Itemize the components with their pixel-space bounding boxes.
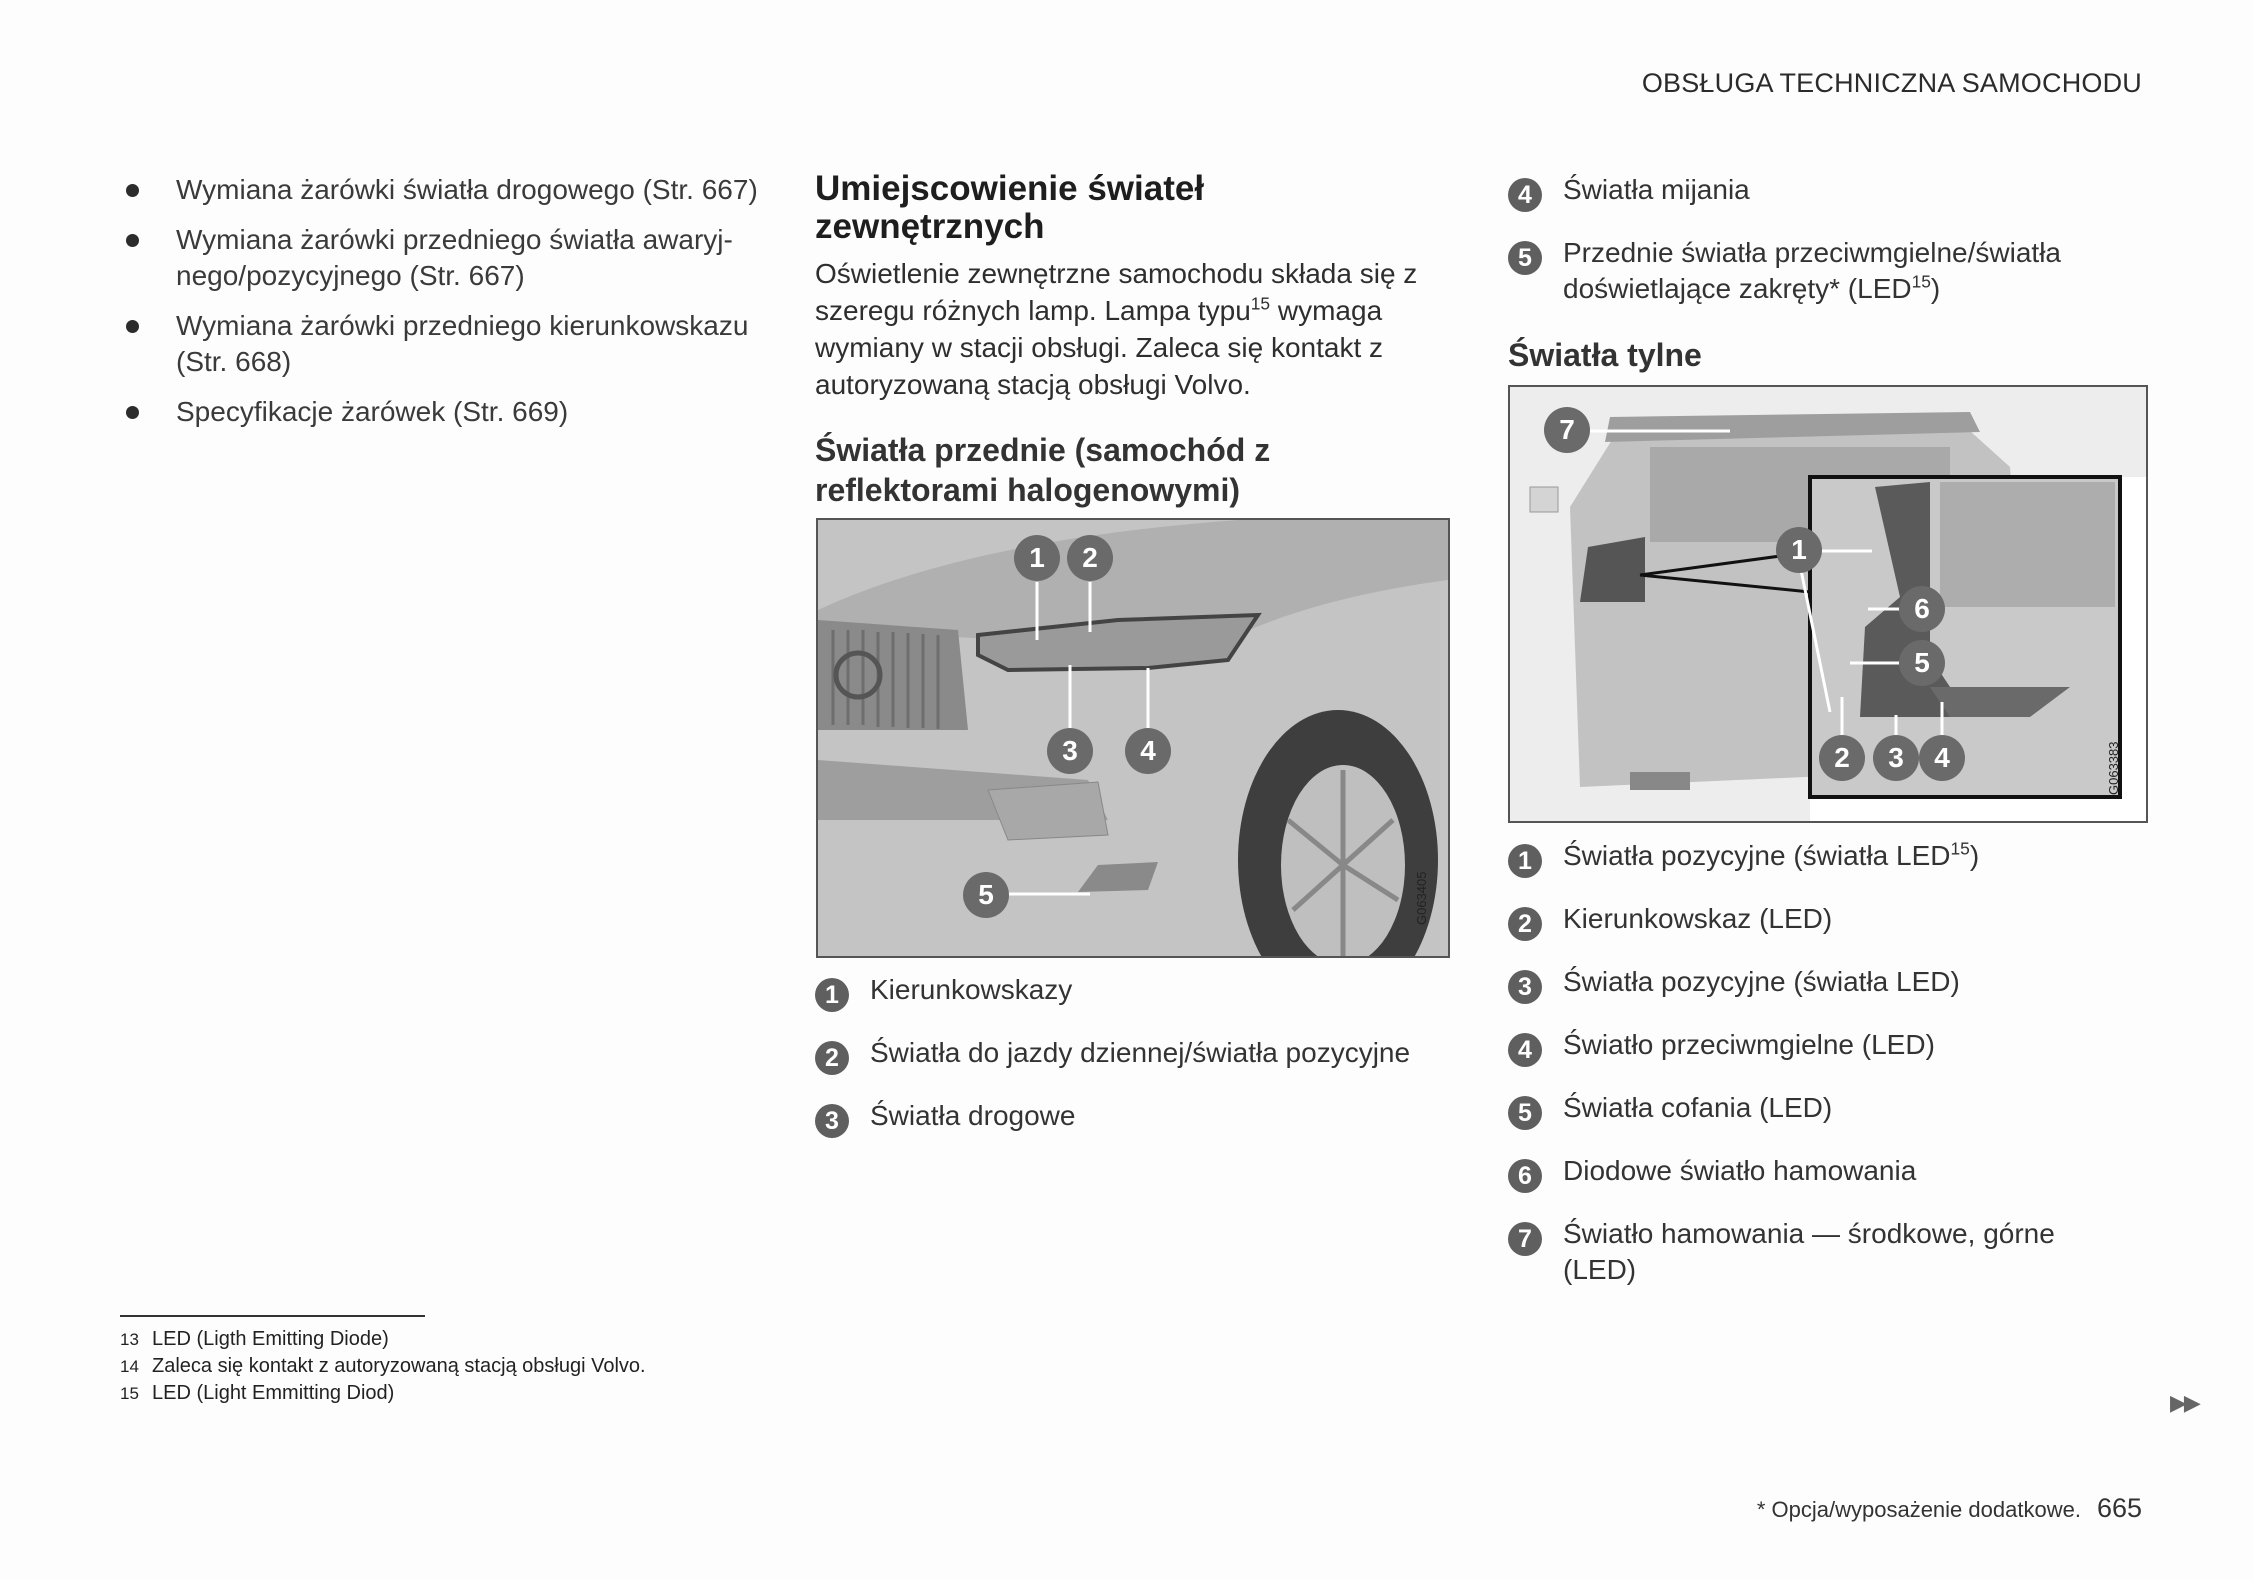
legend-item: 4 Światło przeciwmgielne (LED) [1508,1027,2148,1063]
figure-code: G063383 [2106,741,2121,795]
callout-5: 5 [963,872,1009,918]
related-link[interactable]: Wymiana żarówki przedniego kierunkowskazu (Str. 668) [118,308,758,380]
related-links-list [118,172,758,444]
footnotes [120,1326,820,1407]
front-lights-heading: Światła przednie (samochód z reflektorami halogenowymi) [815,432,1271,508]
bullet-icon [126,320,139,333]
footnote-divider [120,1315,425,1317]
intro-paragraph: Oświetlenie zewnętrzne samochodu składa się z szeregu różnych lamp. Lampa typu$^{15}$ wymaga wymiany w stacji obsługi. Zaleca się kontakt z autoryzowaną stacją obsługi Volvo. [815,258,1418,400]
number-badge-icon: 4 [1508,178,1542,212]
section-header: OBSŁUGA TECHNICZNA SAMOCHODU [1641,68,2142,98]
legend-item: 1 Kierunkowskazy [815,972,1455,1008]
legend-item: 2 Kierunkowskaz (LED) [1508,901,2148,937]
callout-4: 4 [1125,728,1171,774]
footnote-ref[interactable]: 15 [1250,293,1271,314]
callout-2: 2 [1067,535,1113,581]
number-badge-icon: 4 [1508,1033,1542,1067]
callout-3: 3 [1873,735,1919,781]
callout-7: 7 [1544,407,1590,453]
callout-5: 5 [1899,640,1945,686]
number-badge-icon: 5 [1508,1096,1542,1130]
bullet-icon [126,234,139,247]
callout-2: 2 [1819,735,1865,781]
number-badge-icon: 2 [1508,907,1542,941]
legend-item: 1 Światła pozycyjne (światła LED$^{15}$) [1508,838,2148,874]
legend-item: 3 Światła drogowe [815,1098,1455,1134]
figure-code: G063405 [1414,871,1429,925]
callout-1: 1 [1776,527,1822,573]
number-badge-icon: 6 [1508,1159,1542,1193]
callout-3: 3 [1047,728,1093,774]
rear-lights-legend [1508,838,2148,1315]
rear-lights-figure [1508,385,2148,823]
legend-item: 4 Światła mijania [1508,172,2148,208]
page-number: 665 [2096,1493,2142,1523]
front-lights-legend [815,972,1455,1161]
bullet-icon [126,406,139,419]
bullet-icon [126,184,139,197]
legend-item: 2 Światła do jazdy dziennej/światła pozycyjne [815,1035,1455,1071]
callout-1: 1 [1014,535,1060,581]
footnote: 14 Zaleca się kontakt z autoryzowaną stacją obsługi Volvo. [120,1355,646,1377]
legend-item: 7 Światło hamowania — środkowe, górne (LED) [1508,1216,2103,1288]
related-link[interactable]: Wymiana żarówki światła drogowego (Str. 667) [118,172,758,208]
footnote-ref[interactable]: 15 [1950,838,1970,859]
continue-next-page-icon[interactable]: ▶▶ [2170,1390,2198,1415]
number-badge-icon: 3 [815,1104,849,1138]
page-title: Umiejscowienie świateł zewnętrznych [815,169,1205,246]
related-link[interactable]: Specyfikacje żarówek (Str. 669) [118,394,758,430]
callout-4: 4 [1919,735,1965,781]
related-link[interactable]: Wymiana żarówki przedniego światła awaryj-nego/pozycyjnego (Str. 667) [118,222,758,294]
legend-item: 6 Diodowe światło hamowania [1508,1153,2148,1189]
number-badge-icon: 3 [1508,970,1542,1004]
optional-equipment-note: * Opcja/wyposażenie dodatkowe. [1756,1497,2081,1522]
front-lights-figure [816,518,1450,958]
front-lights-legend-continued [1508,172,2148,334]
page-footer [1757,1493,2142,1524]
legend-item: 3 Światła pozycyjne (światła LED) [1508,964,2148,1000]
number-badge-icon: 1 [815,978,849,1012]
legend-item: 5 Światła cofania (LED) [1508,1090,2148,1126]
number-badge-icon: 7 [1508,1222,1542,1256]
number-badge-icon: 2 [815,1041,849,1075]
number-badge-icon: 5 [1508,241,1542,275]
callout-6: 6 [1899,586,1945,632]
footnote: 15 LED (Light Emmitting Diod) [120,1382,395,1404]
footnote: 13 LED (Ligth Emitting Diode) [120,1328,389,1350]
rear-lights-heading: Światła tylne [1508,337,1702,373]
legend-item: 5 Przednie światła przeciwmgielne/światła doświetlające zakręty* (LED$^{15}$) [1508,235,2148,307]
footnote-ref[interactable]: 15 [1911,271,1931,292]
number-badge-icon: 1 [1508,844,1542,878]
